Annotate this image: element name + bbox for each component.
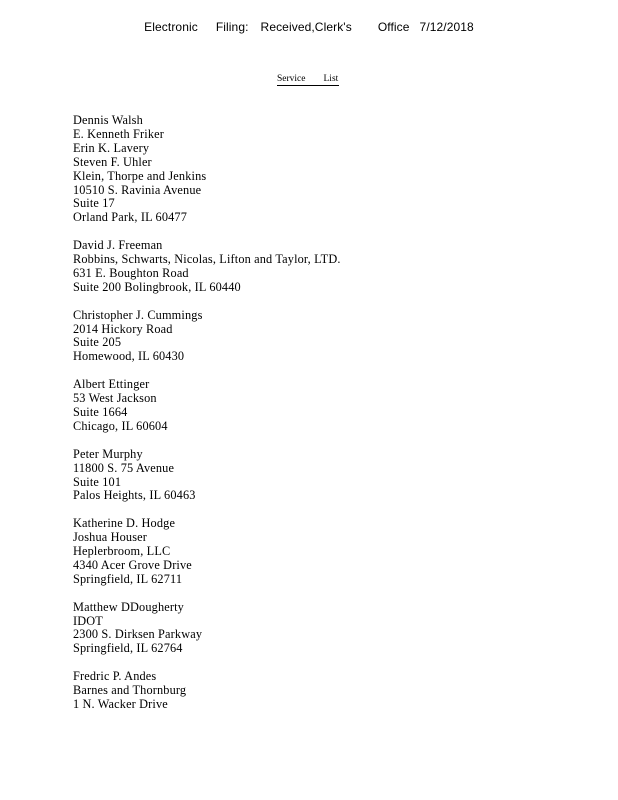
stamp-word-office: Office [377, 20, 410, 34]
stamp-date: 7/12/2018 [419, 20, 474, 34]
entry-name-line: Fredric P. Andes [73, 669, 157, 684]
entry-address-line: Barnes and Thornburg [73, 683, 187, 698]
entry-address-line: Klein, Thorpe and Jenkins [73, 168, 207, 183]
electronic-filing-stamp [0, 20, 618, 34]
entry-address-line: Heplerbroom, LLC [73, 544, 171, 559]
entry-address-line: Chicago, IL 60604 [73, 418, 168, 433]
entry-name-line: Dennis Walsh [73, 113, 143, 127]
entry-address-line: 631 E. Boughton Road [73, 265, 189, 280]
entry-address-line: Suite 17 [73, 196, 115, 211]
entry-address-line: Springfield, IL 62711 [73, 571, 183, 586]
heading-word-service: Service [277, 74, 306, 84]
entry-address-line: Palos Heights, IL 60463 [73, 488, 196, 503]
entry-name-line: Christopher J. Cummings [73, 307, 203, 322]
service-list [73, 114, 341, 726]
service-entry [73, 670, 341, 712]
stamp-word-received: Received,Clerk's [260, 20, 352, 34]
entry-name-line: David J. Freeman [73, 238, 163, 253]
heading-word-list: List [323, 74, 339, 84]
entry-address-line: Joshua Houser [73, 530, 148, 545]
entry-address-line: Suite 200 Bolingbrook, IL 60440 [73, 279, 241, 294]
entry-address-line: Steven F. Uhler [73, 154, 152, 169]
service-entry [73, 309, 341, 365]
entry-address-line: 53 West Jackson [73, 391, 157, 406]
service-entry [73, 517, 341, 587]
entry-name-line: Peter Murphy [73, 446, 143, 461]
stamp-word-filing: Filing: [215, 20, 249, 34]
stamp-word-electronic: Electronic [144, 20, 198, 34]
entry-address-line: Robbins, Schwarts, Nicolas, Lifton and Taylor, LTD. [73, 252, 341, 267]
entry-address-line: 2300 S. Dirksen Parkway [73, 627, 203, 642]
entry-name-line: Matthew DDougherty [73, 599, 184, 614]
entry-address-line: IDOT [73, 613, 103, 628]
entry-address-line: 10510 S. Ravinia Avenue [73, 182, 202, 197]
entry-address-line: E. Kenneth Friker [73, 126, 164, 141]
entry-name-line: Katherine D. Hodge [73, 516, 176, 531]
entry-address-line: 4340 Acer Grove Drive [73, 557, 192, 572]
service-entry [73, 378, 341, 434]
entry-address-line: 11800 S. 75 Avenue [73, 460, 175, 475]
service-list-heading [277, 74, 339, 86]
entry-address-line: 2014 Hickory Road [73, 321, 173, 336]
entry-address-line: Springfield, IL 62764 [73, 641, 183, 656]
entry-address-line: Orland Park, IL 60477 [73, 210, 188, 225]
entry-address-line: Suite 205 [73, 335, 122, 350]
service-entry [73, 239, 341, 295]
entry-address-line: Erin K. Lavery [73, 140, 150, 155]
entry-address-line: 1 N. Wacker Drive [73, 696, 168, 711]
entry-address-line: Suite 1664 [73, 404, 128, 419]
entry-name-line: Albert Ettinger [73, 377, 150, 392]
entry-address-line: Suite 101 [73, 474, 122, 489]
service-entry [73, 448, 341, 504]
entry-address-line: Homewood, IL 60430 [73, 349, 185, 364]
service-entry [73, 114, 341, 225]
service-entry [73, 601, 341, 657]
